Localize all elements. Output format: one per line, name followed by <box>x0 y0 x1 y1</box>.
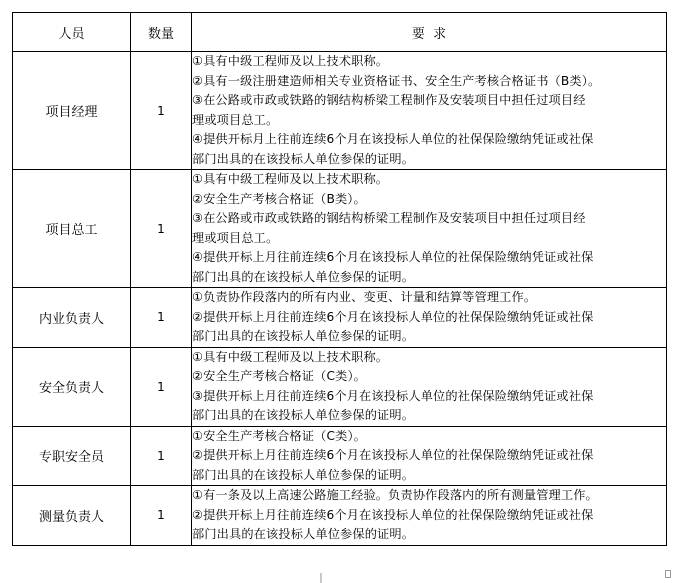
requirement-line: 部门出具的在该投标人单位参保的证明。 <box>192 467 415 482</box>
requirement-line: 理或项目总工。 <box>192 230 279 245</box>
requirements-cell <box>192 426 667 486</box>
requirements-cell <box>192 170 667 288</box>
requirement-line: ①具有中级工程师及以上技术职称。 <box>192 349 389 364</box>
header-requirements: 要 求 <box>192 13 667 52</box>
personnel-cell: 项目总工 <box>13 170 131 288</box>
requirement-line: ②提供开标上月往前连续6个月在该投标人单位的社保保险缴纳凭证或社保 <box>192 448 594 462</box>
quantity-cell: 1 <box>131 426 192 486</box>
requirement-line: ②安全生产考核合格证（B类）。 <box>192 191 366 206</box>
header-quantity: 数量 <box>131 13 192 52</box>
requirement-line: 部门出具的在该投标人单位参保的证明。 <box>192 408 415 422</box>
personnel-cell: 安全负责人 <box>13 347 131 426</box>
requirement-line: ②安全生产考核合格证（C类）。 <box>192 369 367 383</box>
quantity-cell: 1 <box>131 170 192 288</box>
requirement-line: ①负责协作段落内的所有内业、变更、计量和结算等管理工作。 <box>192 290 537 304</box>
table-row <box>13 288 667 348</box>
requirement-line: ②具有一级注册建造师相关专业资格证书、安全生产考核合格证书（B类）。 <box>192 73 601 88</box>
requirement-line: 部门出具的在该投标人单位参保的证明。 <box>192 329 415 343</box>
header-personnel: 人员 <box>13 13 131 52</box>
requirement-line: 部门出具的在该投标人单位参保的证明。 <box>192 269 415 284</box>
quantity-cell: 1 <box>131 288 192 348</box>
requirement-line: ①具有中级工程师及以上技术职称。 <box>192 54 389 68</box>
requirements-cell <box>192 52 667 170</box>
table-row <box>13 486 667 546</box>
table-row <box>13 426 667 486</box>
requirements-table <box>12 12 667 546</box>
requirement-line: ①安全生产考核合格证（C类）。 <box>192 428 367 443</box>
requirements-cell <box>192 347 667 426</box>
requirement-line: ④提供开标月上往前连续6个月在该投标人单位的社保保险缴纳凭证或社保 <box>192 132 594 146</box>
header-row <box>13 13 667 52</box>
requirement-line: 部门出具的在该投标人单位参保的证明。 <box>192 151 415 166</box>
quantity-cell: 1 <box>131 52 192 170</box>
personnel-cell: 专职安全员 <box>13 426 131 486</box>
table-resize-handle[interactable] <box>665 570 671 578</box>
quantity-cell: 1 <box>131 347 192 426</box>
personnel-cell: 测量负责人 <box>13 486 131 546</box>
requirement-line: ④提供开标上月往前连续6个月在该投标人单位的社保保险缴纳凭证或社保 <box>192 250 594 264</box>
personnel-cell: 内业负责人 <box>13 288 131 348</box>
requirement-line: ③提供开标上月往前连续6个月在该投标人单位的社保保险缴纳凭证或社保 <box>192 388 594 403</box>
personnel-cell: 项目经理 <box>13 52 131 170</box>
table-row <box>13 52 667 170</box>
requirement-line: ②提供开标上月往前连续6个月在该投标人单位的社保保险缴纳凭证或社保 <box>192 309 594 324</box>
requirement-line: ①有一条及以上高速公路施工经验。负责协作段落内的所有测量管理工作。 <box>192 488 598 502</box>
requirement-line: 理或项目总工。 <box>192 112 279 127</box>
requirements-cell <box>192 486 667 546</box>
requirement-line: ②提供开标上月往前连续6个月在该投标人单位的社保保险缴纳凭证或社保 <box>192 507 594 522</box>
quantity-cell: 1 <box>131 486 192 546</box>
requirement-line: ③在公路或市政或铁路的钢结构桥梁工程制作及安装项目中担任过项目经 <box>192 211 586 225</box>
cursor-mark <box>320 573 322 583</box>
requirement-line: ③在公路或市政或铁路的钢结构桥梁工程制作及安装项目中担任过项目经 <box>192 93 586 107</box>
table-row <box>13 347 667 426</box>
requirement-line: 部门出具的在该投标人单位参保的证明。 <box>192 527 415 541</box>
requirement-line: ①具有中级工程师及以上技术职称。 <box>192 172 389 186</box>
table-row <box>13 170 667 288</box>
requirements-cell <box>192 288 667 348</box>
